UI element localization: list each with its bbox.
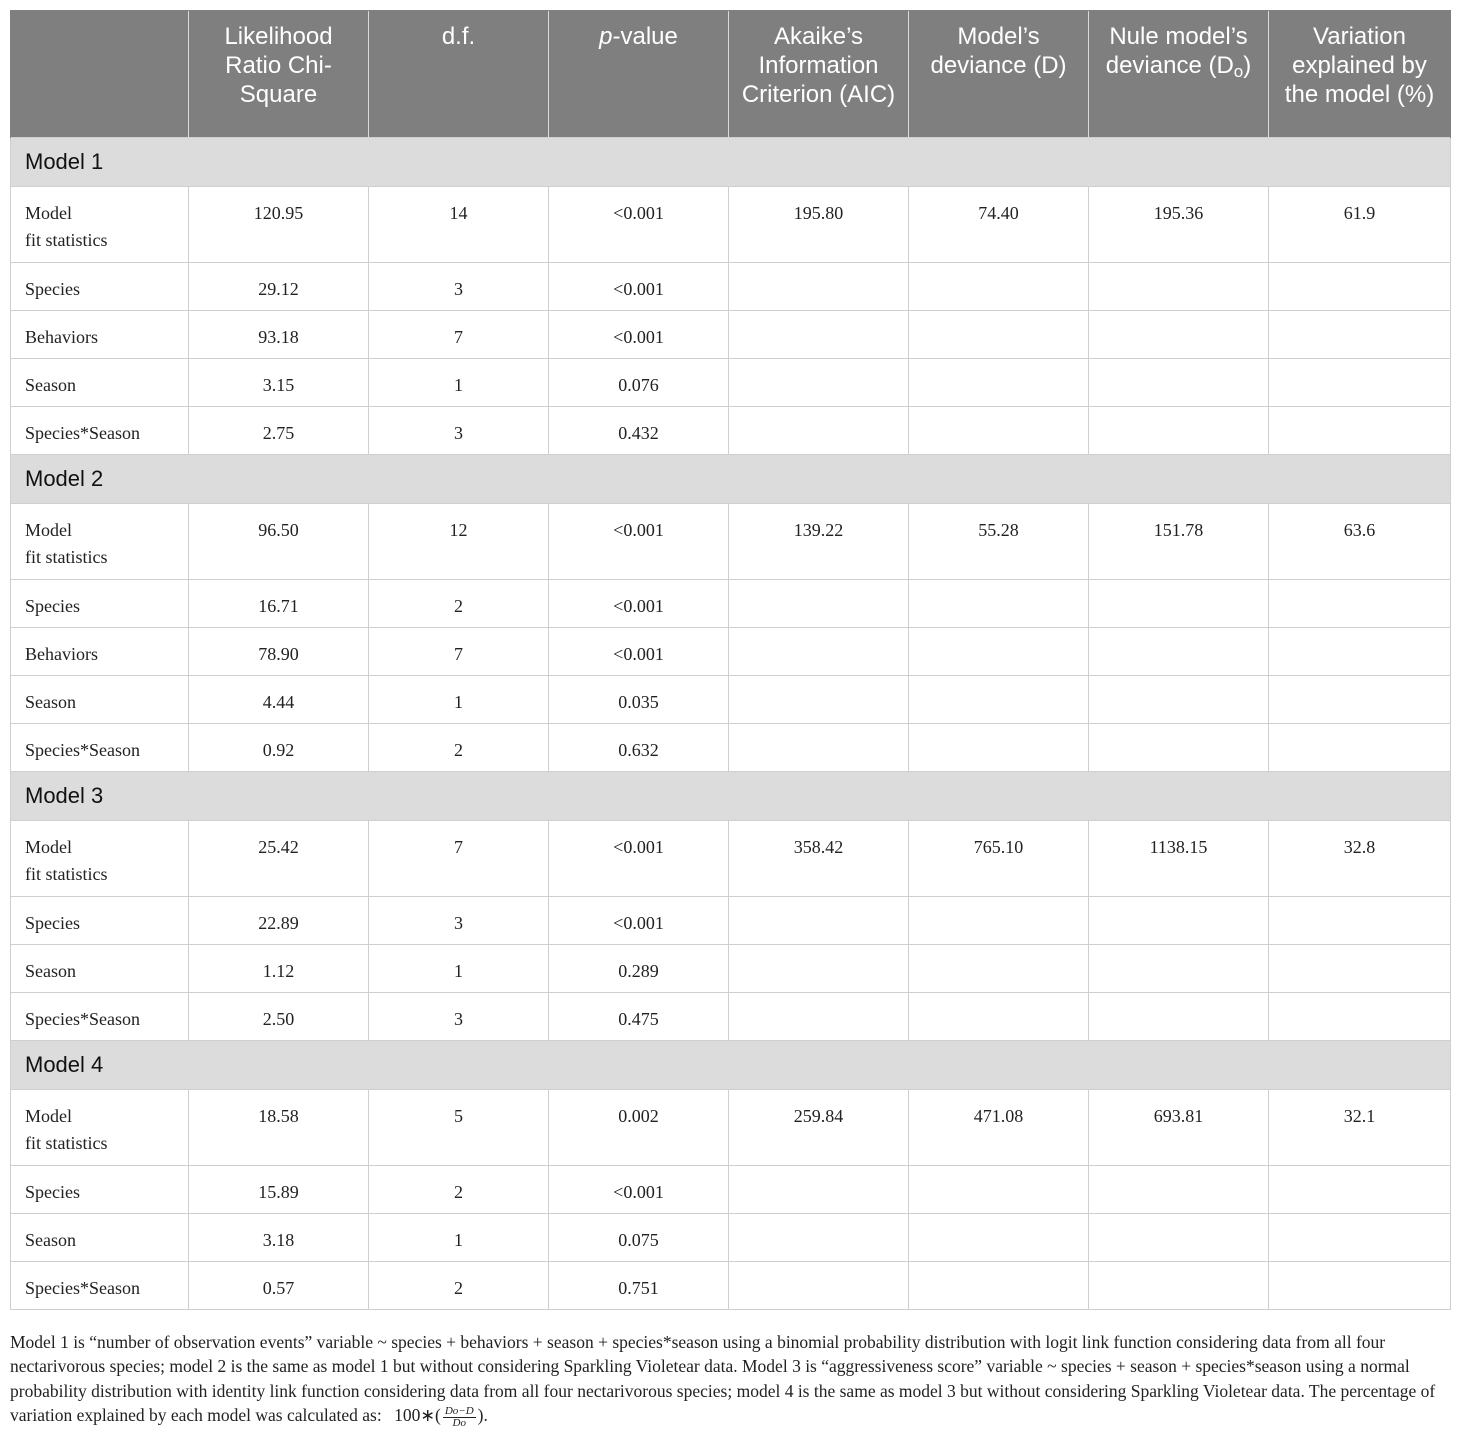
results-table: [10, 10, 1451, 1310]
cell-empty: [1089, 311, 1269, 359]
cell-deviance: 55.28: [909, 504, 1089, 580]
fit-statistics-row: [11, 821, 1451, 897]
cell-empty: [1269, 724, 1451, 772]
cell-empty: [1269, 311, 1451, 359]
cell-aic: 259.84: [729, 1090, 909, 1166]
cell-df: 2: [369, 1166, 549, 1214]
cell-chi-square: 96.50: [189, 504, 369, 580]
table-row: [11, 1262, 1451, 1310]
row-label: Season: [11, 1214, 189, 1262]
cell-df: 1: [369, 1214, 549, 1262]
cell-empty: [729, 724, 909, 772]
cell-variation-explained: 63.6: [1269, 504, 1451, 580]
results-table-container: [10, 10, 1450, 1310]
header-row: [11, 11, 1451, 138]
header-p-rest: -value: [612, 23, 678, 50]
cell-chi-square: 120.95: [189, 187, 369, 263]
header-aic: Akaike’s Information Criterion (AIC): [729, 11, 909, 138]
row-label: Species*Season: [11, 1262, 189, 1310]
cell-df: 3: [369, 407, 549, 455]
row-label: [11, 1090, 189, 1166]
header-null-deviance-close: ): [1243, 52, 1252, 79]
cell-df: 2: [369, 1262, 549, 1310]
formula-numerator: Do−D: [444, 1404, 474, 1417]
cell-p-value: <0.001: [549, 263, 729, 311]
model-section-row: [11, 1041, 1451, 1090]
header-deviance: Model’s deviance (D): [909, 11, 1089, 138]
table-row: [11, 993, 1451, 1041]
cell-df: 3: [369, 993, 549, 1041]
cell-chi-square: 29.12: [189, 263, 369, 311]
header-df: d.f.: [369, 11, 549, 138]
cell-empty: [729, 1214, 909, 1262]
cell-chi-square: 3.15: [189, 359, 369, 407]
cell-df: 7: [369, 311, 549, 359]
cell-empty: [1269, 580, 1451, 628]
row-label: Species: [11, 263, 189, 311]
row-label: Species: [11, 580, 189, 628]
row-label: Species: [11, 1166, 189, 1214]
header-null-deviance-main: Nule model’s deviance (D: [1105, 23, 1248, 79]
cell-chi-square: 22.89: [189, 897, 369, 945]
cell-chi-square: 25.42: [189, 821, 369, 897]
footnote-text: Model 1 is “number of observation events” variable ~ species + behaviors + season + species*season using a binomial probability distribution with logit link function considering data from all four nectarivorous species; model 2 is the same as model 1 but without considering Sparkling Violetear data. Model 3 is “aggressiveness score” variable ~ species + season + species*season using a normal probability distribution with identity link function considering data from all four nectarivorous species; model 4 is the same as model 3 but without considering Sparkling Violetear data. The percentage of variation explained by each model was calculated as:: [10, 1332, 1436, 1426]
header-null-deviance-sub: o: [1233, 62, 1244, 81]
cell-null-deviance: 693.81: [1089, 1090, 1269, 1166]
cell-empty: [1089, 628, 1269, 676]
table-row: [11, 1166, 1451, 1214]
cell-empty: [909, 1166, 1089, 1214]
cell-p-value: <0.001: [549, 821, 729, 897]
cell-chi-square: 93.18: [189, 311, 369, 359]
cell-empty: [729, 945, 909, 993]
cell-empty: [909, 580, 1089, 628]
cell-variation-explained: 32.8: [1269, 821, 1451, 897]
cell-empty: [1269, 628, 1451, 676]
cell-empty: [1269, 676, 1451, 724]
cell-empty: [1269, 263, 1451, 311]
cell-empty: [909, 407, 1089, 455]
fit-label-line2: fit statistics: [25, 547, 108, 567]
cell-empty: [1089, 897, 1269, 945]
table-row: [11, 897, 1451, 945]
cell-empty: [1089, 945, 1269, 993]
fit-label-line2: fit statistics: [25, 230, 108, 250]
cell-empty: [729, 359, 909, 407]
cell-empty: [729, 580, 909, 628]
cell-df: 12: [369, 504, 549, 580]
cell-empty: [909, 1262, 1089, 1310]
cell-null-deviance: 151.78: [1089, 504, 1269, 580]
cell-empty: [1089, 580, 1269, 628]
row-label: Behaviors: [11, 311, 189, 359]
cell-empty: [1089, 724, 1269, 772]
cell-empty: [1269, 993, 1451, 1041]
cell-empty: [1089, 407, 1269, 455]
cell-empty: [1269, 359, 1451, 407]
cell-p-value: <0.001: [549, 504, 729, 580]
cell-empty: [1269, 897, 1451, 945]
cell-aic: 358.42: [729, 821, 909, 897]
cell-df: 7: [369, 628, 549, 676]
cell-p-value: 0.289: [549, 945, 729, 993]
cell-df: 5: [369, 1090, 549, 1166]
cell-p-value: <0.001: [549, 628, 729, 676]
model-title: Model 3: [11, 772, 1451, 821]
cell-deviance: 471.08: [909, 1090, 1089, 1166]
cell-chi-square: 18.58: [189, 1090, 369, 1166]
cell-empty: [909, 993, 1089, 1041]
cell-empty: [729, 993, 909, 1041]
header-blank: [11, 11, 189, 138]
cell-df: 2: [369, 724, 549, 772]
cell-empty: [1089, 993, 1269, 1041]
table-body: [11, 138, 1451, 1310]
model-section-row: [11, 772, 1451, 821]
cell-p-value: <0.001: [549, 897, 729, 945]
cell-empty: [1089, 676, 1269, 724]
header-p-value: [549, 11, 729, 138]
cell-deviance: 765.10: [909, 821, 1089, 897]
cell-variation-explained: 61.9: [1269, 187, 1451, 263]
header-variation-explained: Variation explained by the model (%): [1269, 11, 1451, 138]
fit-statistics-row: [11, 1090, 1451, 1166]
table-row: [11, 1214, 1451, 1262]
cell-chi-square: 0.57: [189, 1262, 369, 1310]
cell-chi-square: 1.12: [189, 945, 369, 993]
cell-empty: [729, 311, 909, 359]
header-null-deviance: [1089, 11, 1269, 138]
cell-empty: [909, 263, 1089, 311]
row-label: [11, 821, 189, 897]
fit-label-line1: Model: [25, 520, 72, 540]
row-label: Species*Season: [11, 993, 189, 1041]
formula-denominator: Do: [452, 1416, 466, 1429]
cell-chi-square: 78.90: [189, 628, 369, 676]
table-row: [11, 724, 1451, 772]
row-label: [11, 504, 189, 580]
cell-empty: [1269, 1166, 1451, 1214]
cell-chi-square: 2.50: [189, 993, 369, 1041]
cell-empty: [1089, 1214, 1269, 1262]
cell-empty: [909, 311, 1089, 359]
header-p-italic: p: [599, 23, 613, 50]
cell-df: 14: [369, 187, 549, 263]
header-chi-square: Likelihood Ratio Chi-Square: [189, 11, 369, 138]
cell-variation-explained: 32.1: [1269, 1090, 1451, 1166]
cell-empty: [1269, 1214, 1451, 1262]
cell-empty: [909, 897, 1089, 945]
cell-deviance: 74.40: [909, 187, 1089, 263]
cell-null-deviance: 1138.15: [1089, 821, 1269, 897]
cell-empty: [729, 628, 909, 676]
footnote-formula: [394, 1404, 488, 1429]
table-row: [11, 407, 1451, 455]
cell-empty: [909, 724, 1089, 772]
fit-label-line1: Model: [25, 1106, 72, 1126]
table-row: [11, 676, 1451, 724]
cell-empty: [909, 359, 1089, 407]
row-label: Species: [11, 897, 189, 945]
cell-df: 7: [369, 821, 549, 897]
fit-label-line1: Model: [25, 203, 72, 223]
cell-p-value: 0.002: [549, 1090, 729, 1166]
row-label: Season: [11, 359, 189, 407]
fit-statistics-row: [11, 504, 1451, 580]
cell-empty: [729, 897, 909, 945]
cell-empty: [909, 1214, 1089, 1262]
table-row: [11, 263, 1451, 311]
cell-df: 1: [369, 676, 549, 724]
cell-df: 1: [369, 945, 549, 993]
formula-suffix: ).: [477, 1405, 488, 1426]
cell-chi-square: 15.89: [189, 1166, 369, 1214]
row-label: [11, 187, 189, 263]
table-footnote: [10, 1330, 1452, 1429]
fit-label-line2: fit statistics: [25, 1133, 108, 1153]
cell-empty: [909, 945, 1089, 993]
row-label: Behaviors: [11, 628, 189, 676]
table-row: [11, 580, 1451, 628]
formula-prefix: 100∗(: [394, 1405, 441, 1426]
cell-empty: [1269, 945, 1451, 993]
cell-df: 1: [369, 359, 549, 407]
cell-p-value: 0.432: [549, 407, 729, 455]
row-label: Species*Season: [11, 724, 189, 772]
cell-p-value: <0.001: [549, 187, 729, 263]
cell-chi-square: 0.92: [189, 724, 369, 772]
fit-label-line2: fit statistics: [25, 864, 108, 884]
cell-df: 3: [369, 897, 549, 945]
model-section-row: [11, 455, 1451, 504]
cell-p-value: 0.076: [549, 359, 729, 407]
table-row: [11, 359, 1451, 407]
formula-fraction: [443, 1406, 476, 1429]
cell-empty: [1269, 407, 1451, 455]
row-label: Season: [11, 676, 189, 724]
row-label: Species*Season: [11, 407, 189, 455]
cell-empty: [729, 676, 909, 724]
cell-p-value: 0.035: [549, 676, 729, 724]
cell-empty: [729, 407, 909, 455]
cell-chi-square: 2.75: [189, 407, 369, 455]
cell-p-value: 0.751: [549, 1262, 729, 1310]
table-row: [11, 311, 1451, 359]
cell-chi-square: 16.71: [189, 580, 369, 628]
model-title: Model 2: [11, 455, 1451, 504]
cell-p-value: <0.001: [549, 1166, 729, 1214]
cell-df: 3: [369, 263, 549, 311]
table-row: [11, 628, 1451, 676]
cell-p-value: 0.475: [549, 993, 729, 1041]
cell-p-value: <0.001: [549, 580, 729, 628]
cell-aic: 195.80: [729, 187, 909, 263]
cell-aic: 139.22: [729, 504, 909, 580]
cell-p-value: 0.632: [549, 724, 729, 772]
cell-chi-square: 3.18: [189, 1214, 369, 1262]
fit-statistics-row: [11, 187, 1451, 263]
model-title: Model 4: [11, 1041, 1451, 1090]
model-section-row: [11, 138, 1451, 187]
cell-empty: [909, 628, 1089, 676]
cell-empty: [729, 1166, 909, 1214]
cell-empty: [1269, 1262, 1451, 1310]
cell-p-value: 0.075: [549, 1214, 729, 1262]
cell-df: 2: [369, 580, 549, 628]
cell-empty: [1089, 263, 1269, 311]
row-label: Season: [11, 945, 189, 993]
cell-empty: [1089, 359, 1269, 407]
fit-label-line1: Model: [25, 837, 72, 857]
cell-empty: [729, 263, 909, 311]
model-title: Model 1: [11, 138, 1451, 187]
cell-null-deviance: 195.36: [1089, 187, 1269, 263]
cell-empty: [729, 1262, 909, 1310]
cell-empty: [909, 676, 1089, 724]
cell-chi-square: 4.44: [189, 676, 369, 724]
cell-empty: [1089, 1166, 1269, 1214]
cell-empty: [1089, 1262, 1269, 1310]
cell-p-value: <0.001: [549, 311, 729, 359]
table-row: [11, 945, 1451, 993]
